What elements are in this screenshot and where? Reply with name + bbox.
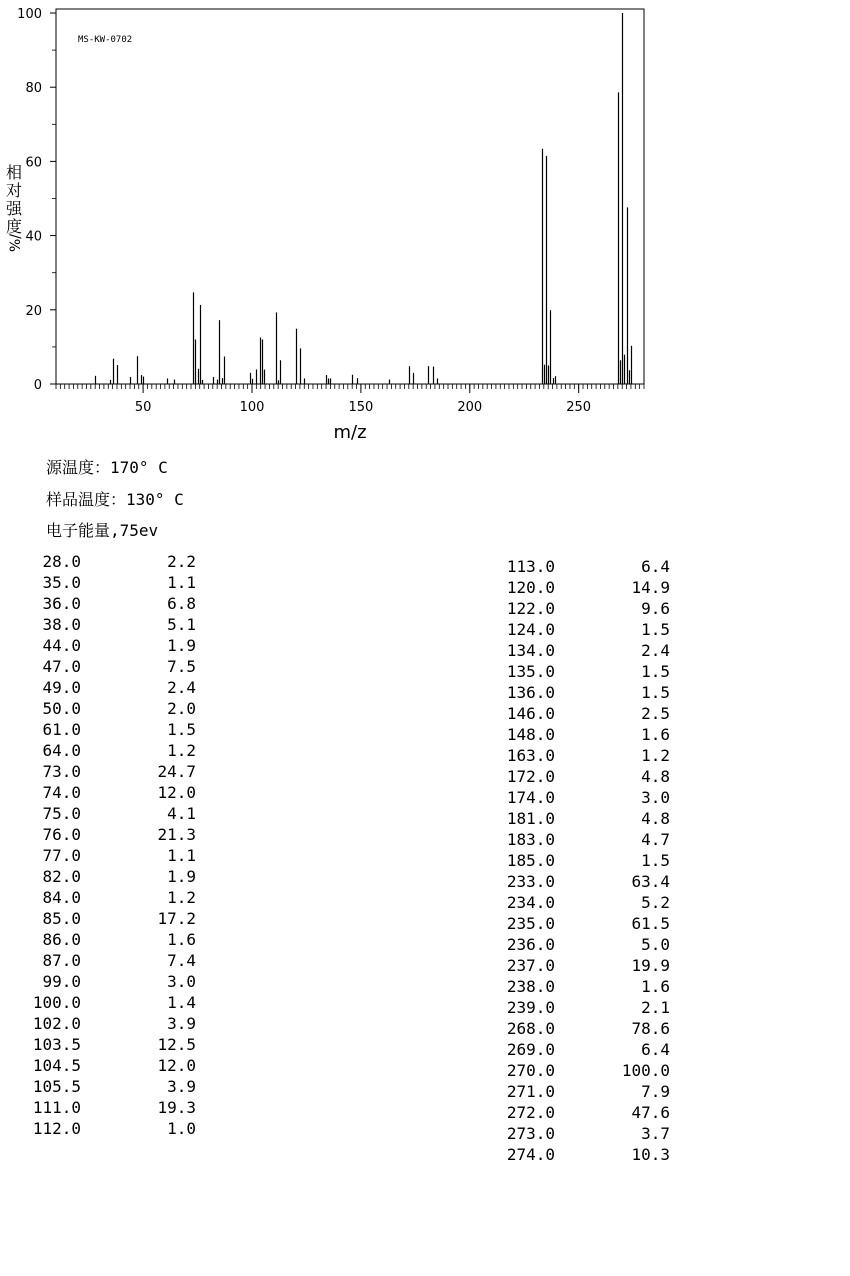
- peak-intensity: 1.0: [167, 1119, 196, 1138]
- mass-spectrum-chart: [0, 0, 850, 450]
- peak-intensity: 3.9: [167, 1014, 196, 1033]
- peak-intensity: 1.5: [641, 620, 670, 639]
- peak-intensity: 24.7: [157, 762, 196, 781]
- peak-bars: [96, 13, 632, 384]
- peak-mz: 86.0: [42, 930, 81, 949]
- peak-row: [0, 661, 670, 682]
- peak-mz: 236.0: [506, 935, 555, 954]
- peak-intensity: 3.9: [167, 1077, 196, 1096]
- peak-intensity: 5.1: [167, 615, 196, 634]
- peak-mz: 50.0: [42, 699, 81, 718]
- peak-mz: 273.0: [506, 1124, 555, 1143]
- peak-intensity: 4.8: [641, 767, 670, 786]
- peak-mz: 238.0: [506, 977, 555, 996]
- peak-intensity: 5.0: [641, 935, 670, 954]
- peak-mz: 99.0: [42, 972, 81, 991]
- peak-mz: 136.0: [506, 683, 555, 702]
- peak-mz: 183.0: [506, 830, 555, 849]
- peak-mz: 36.0: [42, 594, 81, 613]
- peak-intensity: 4.7: [641, 830, 670, 849]
- plot-frame: [56, 9, 644, 384]
- peak-row: [0, 997, 670, 1018]
- peak-intensity: 1.1: [167, 846, 196, 865]
- peak-mz: 35.0: [42, 573, 81, 592]
- y-axis-label: [6, 163, 24, 252]
- y-tick-label: 0: [33, 378, 42, 393]
- x-axis-label: m/z: [333, 422, 367, 443]
- peak-intensity: 78.6: [631, 1019, 670, 1038]
- peak-intensity: 1.2: [167, 741, 196, 760]
- peak-row: [0, 598, 670, 619]
- x-tick-label: 50: [134, 400, 152, 415]
- peak-mz: 233.0: [506, 872, 555, 891]
- peak-mz: 124.0: [506, 620, 555, 639]
- x-tick-label: 150: [348, 400, 374, 415]
- y-tick-label: 80: [25, 81, 42, 97]
- peak-mz: 269.0: [506, 1040, 555, 1059]
- peak-mz: 75.0: [42, 804, 81, 823]
- peak-mz: 38.0: [42, 615, 81, 634]
- peak-row: [0, 913, 670, 934]
- peak-mz: 73.0: [42, 762, 81, 781]
- peak-intensity: 1.6: [167, 930, 196, 949]
- peak-row: [0, 724, 670, 745]
- peak-mz: 47.0: [42, 657, 81, 676]
- peak-intensity: 4.1: [167, 804, 196, 823]
- peak-intensity: 63.4: [631, 872, 670, 891]
- peak-mz: 77.0: [42, 846, 81, 865]
- peak-row: [0, 766, 670, 787]
- peak-intensity: 2.1: [641, 998, 670, 1017]
- peak-mz: 49.0: [42, 678, 81, 697]
- peak-mz: 87.0: [42, 951, 81, 970]
- peak-intensity: 1.5: [641, 851, 670, 870]
- peak-mz: 85.0: [42, 909, 81, 928]
- peak-mz: 82.0: [42, 867, 81, 886]
- peak-intensity: 17.2: [157, 909, 196, 928]
- peak-row: [0, 934, 670, 955]
- peak-intensity: 6.4: [641, 1040, 670, 1059]
- peak-intensity: 12.0: [157, 1056, 196, 1075]
- peak-row: [0, 745, 670, 766]
- peak-mz: 237.0: [506, 956, 555, 975]
- peak-mz: 146.0: [506, 704, 555, 723]
- peak-mz: 172.0: [506, 767, 555, 786]
- x-major-ticks: [135, 384, 591, 415]
- y-axis-label-char: 强: [6, 199, 23, 218]
- peak-row: [0, 1039, 670, 1060]
- peak-row: [0, 787, 670, 808]
- x-tick-label: 250: [566, 400, 592, 415]
- peak-mz: 270.0: [506, 1061, 555, 1080]
- peak-intensity: 1.5: [641, 662, 670, 681]
- peak-mz: 104.5: [32, 1056, 81, 1075]
- peak-mz: 64.0: [42, 741, 81, 760]
- peak-intensity: 21.3: [157, 825, 196, 844]
- peak-intensity: 1.4: [167, 993, 196, 1012]
- peak-row: [0, 1144, 670, 1165]
- peak-intensity: 1.9: [167, 867, 196, 886]
- y-axis-label-char: 对: [6, 181, 23, 200]
- peak-mz: 268.0: [506, 1019, 555, 1038]
- peak-intensity: 12.0: [157, 783, 196, 802]
- peak-row: [0, 1123, 670, 1144]
- peak-row: [0, 850, 670, 871]
- peak-mz: 174.0: [506, 788, 555, 807]
- peak-intensity: 19.3: [157, 1098, 196, 1117]
- peak-mz: 272.0: [506, 1103, 555, 1122]
- peak-row: [0, 619, 670, 640]
- peak-mz: 148.0: [506, 725, 555, 744]
- peak-intensity: 3.0: [167, 972, 196, 991]
- y-axis-label-char: 度: [6, 217, 23, 236]
- peak-intensity: 1.1: [167, 573, 196, 592]
- peak-intensity: 100.0: [621, 1061, 670, 1080]
- peak-mz: 274.0: [506, 1145, 555, 1164]
- peak-intensity: 9.6: [641, 599, 670, 618]
- peak-row: [0, 1081, 670, 1102]
- peak-row: [0, 556, 670, 577]
- peak-mz: 163.0: [506, 746, 555, 765]
- peak-row: [0, 829, 670, 850]
- electron-energy: 电子能量,75ev: [46, 521, 159, 540]
- peak-intensity: 19.9: [631, 956, 670, 975]
- peak-mz: 28.0: [42, 552, 81, 571]
- y-tick-label: 100: [17, 7, 42, 22]
- peak-row: [0, 703, 670, 724]
- peak-intensity: 7.5: [167, 657, 196, 676]
- peak-intensity: 1.5: [167, 720, 196, 739]
- peak-mz: 181.0: [506, 809, 555, 828]
- peak-mz: 239.0: [506, 998, 555, 1017]
- peak-mz: 271.0: [506, 1082, 555, 1101]
- peak-row: [0, 808, 670, 829]
- peak-mz: 100.0: [32, 993, 81, 1012]
- peak-mz: 76.0: [42, 825, 81, 844]
- peak-row: [0, 892, 670, 913]
- peak-intensity: 6.4: [641, 557, 670, 576]
- y-tick-label: 60: [25, 155, 42, 171]
- peak-intensity: 1.6: [641, 977, 670, 996]
- peak-intensity: 2.2: [167, 552, 196, 571]
- peak-row: [0, 577, 670, 598]
- peak-intensity: 1.6: [641, 725, 670, 744]
- y-axis-label-unit: %/: [8, 233, 24, 252]
- peak-intensity: 47.6: [631, 1103, 670, 1122]
- source-temperature: 源温度：170° C: [46, 458, 168, 477]
- x-tick-label: 100: [239, 400, 265, 415]
- peak-mz: 102.0: [32, 1014, 81, 1033]
- y-ticks: [17, 7, 56, 393]
- peak-intensity: 61.5: [631, 914, 670, 933]
- x-minor-ticks: [56, 384, 644, 389]
- peak-row: [0, 976, 670, 997]
- peak-intensity: 7.4: [167, 951, 196, 970]
- peak-intensity: 2.4: [641, 641, 670, 660]
- peak-mz: 105.5: [32, 1077, 81, 1096]
- peak-intensity: 4.8: [641, 809, 670, 828]
- peak-row: [0, 1060, 670, 1081]
- y-tick-label: 20: [25, 303, 42, 319]
- peak-mz: 84.0: [42, 888, 81, 907]
- peak-mz: 44.0: [42, 636, 81, 655]
- peak-intensity: 12.5: [157, 1035, 196, 1054]
- peak-intensity: 1.2: [641, 746, 670, 765]
- peak-mz: 135.0: [506, 662, 555, 681]
- peak-intensity: 1.5: [641, 683, 670, 702]
- peak-intensity: 3.7: [641, 1124, 670, 1143]
- peak-intensity: 2.0: [167, 699, 196, 718]
- peak-intensity: 2.4: [167, 678, 196, 697]
- peak-mz: 134.0: [506, 641, 555, 660]
- peak-intensity: 10.3: [631, 1145, 670, 1164]
- spectrum-id-annotation: MS-KW-0702: [78, 35, 133, 45]
- peak-mz: 103.5: [32, 1035, 81, 1054]
- peak-intensity: 6.8: [167, 594, 196, 613]
- peak-intensity: 14.9: [631, 578, 670, 597]
- peak-row: [0, 1018, 670, 1039]
- peak-mz: 122.0: [506, 599, 555, 618]
- peak-mz: 120.0: [506, 578, 555, 597]
- peak-mz: 61.0: [42, 720, 81, 739]
- peak-mz: 112.0: [32, 1119, 81, 1138]
- peak-mz: 111.0: [32, 1098, 81, 1117]
- peak-mz: 113.0: [506, 557, 555, 576]
- x-tick-label: 200: [457, 400, 483, 415]
- peak-mz: 74.0: [42, 783, 81, 802]
- peak-intensity: 7.9: [641, 1082, 670, 1101]
- peak-mz: 185.0: [506, 851, 555, 870]
- y-axis-label-char: 相: [6, 163, 23, 182]
- peak-mz: 235.0: [506, 914, 555, 933]
- peak-row: [0, 1102, 670, 1123]
- peak-row: [0, 682, 670, 703]
- peak-row: [0, 871, 670, 892]
- peak-intensity: 1.9: [167, 636, 196, 655]
- peak-table-right: [0, 556, 670, 1165]
- peak-intensity: 2.5: [641, 704, 670, 723]
- peak-intensity: 1.2: [167, 888, 196, 907]
- y-tick-label: 40: [25, 229, 42, 245]
- peak-mz: 234.0: [506, 893, 555, 912]
- peak-row: [0, 640, 670, 661]
- peak-row: [0, 955, 670, 976]
- peak-intensity: 3.0: [641, 788, 670, 807]
- peak-intensity: 5.2: [641, 893, 670, 912]
- sample-temperature: 样品温度：130° C: [46, 490, 184, 509]
